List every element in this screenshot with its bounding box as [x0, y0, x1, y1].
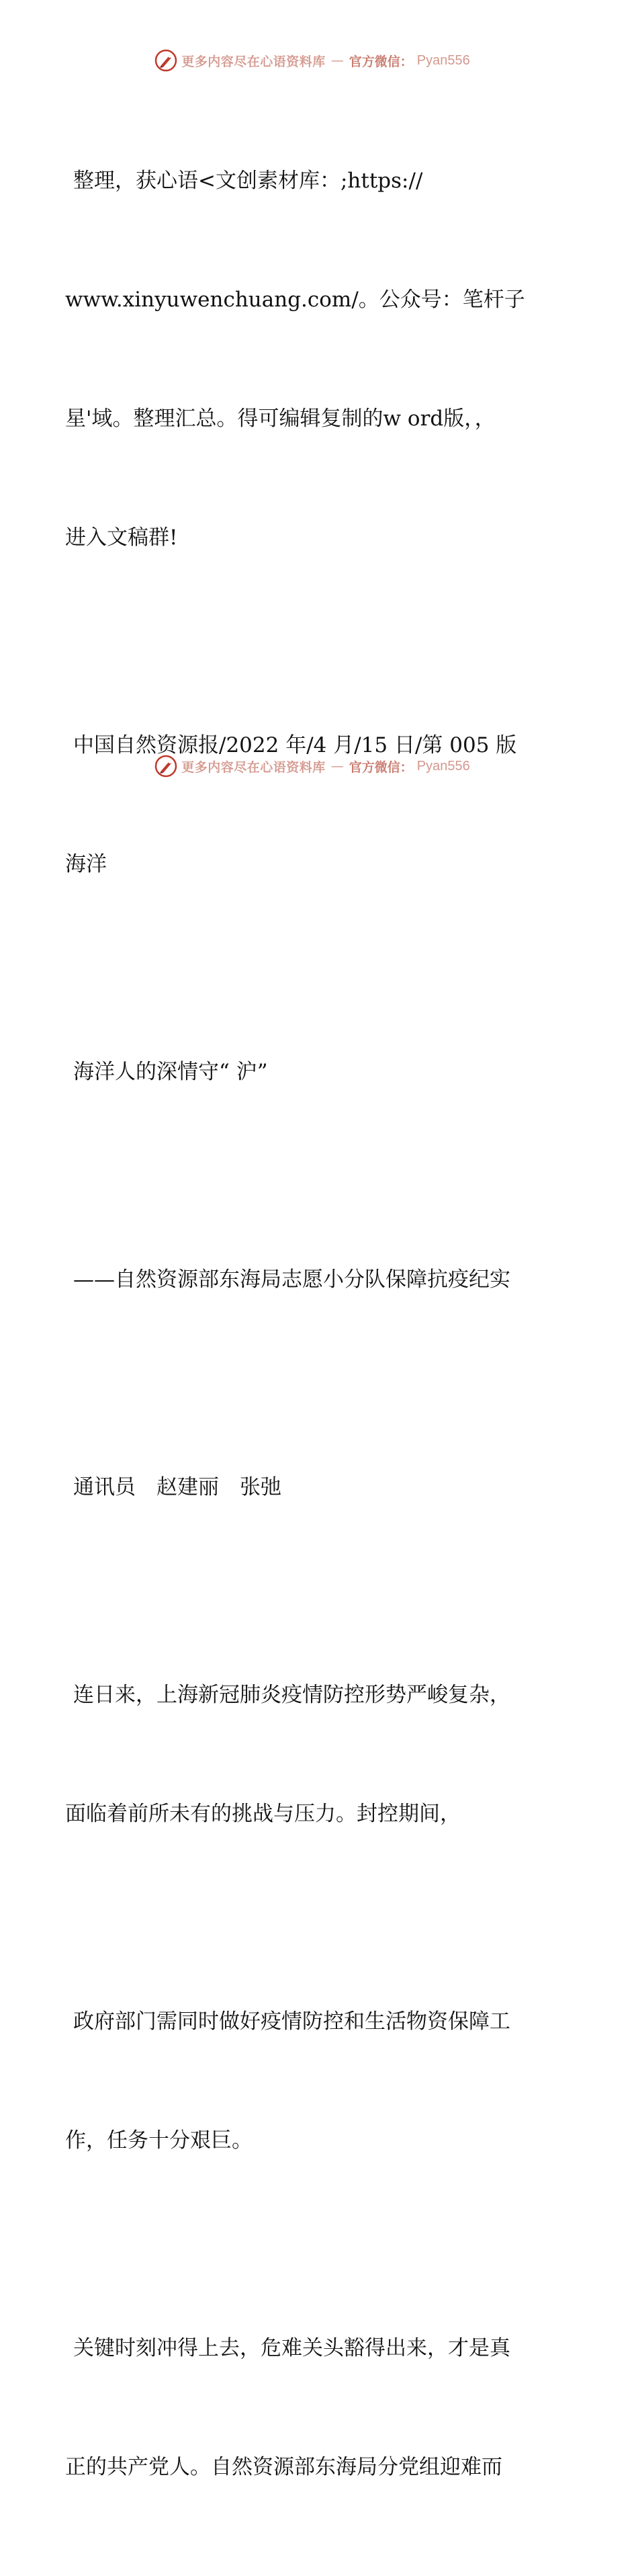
- banner-content[interactable]: [154, 49, 470, 72]
- paragraph-headline: [65, 973, 576, 1171]
- paragraph-source-note: [65, 82, 576, 637]
- banner-content[interactable]: [154, 755, 470, 778]
- text-line: 作，任务十分艰巨。: [65, 2128, 253, 2153]
- quill-logo-icon: [154, 755, 177, 778]
- text-line: 正的共产党人。自然资源部东海局分党组迎难而: [65, 2455, 502, 2479]
- banner-wechat-label: 官方微信：: [349, 54, 413, 69]
- banner-separator: —: [330, 53, 344, 68]
- paragraph-subheadline: [65, 1181, 576, 1379]
- text-line: 政府部门需同时做好疫情防控和生活物资保障工: [73, 2009, 510, 2034]
- paragraph-body-3: [65, 2249, 576, 2567]
- article-subheadline: ——自然资源部东海局志愿小分队保障抗疫纪实: [73, 1268, 510, 1292]
- text-line: 面临着前所未有的挑战与压力。封控期间，: [65, 1802, 461, 1826]
- paragraph-publication: [65, 647, 576, 964]
- text-line: 进入文稿群!: [65, 526, 178, 550]
- text-line: 整理，获心语<文创素材库：;https://: [73, 169, 423, 193]
- banner-title: 更多内容尽在心语资料库: [181, 54, 326, 69]
- text-line: 星'域。整理汇总。得可编辑复制的w ord版，，: [65, 407, 496, 431]
- banner-title: 更多内容尽在心语资料库: [181, 759, 326, 775]
- footer-banner: [0, 753, 638, 780]
- banner-wechat-id: Pyan556: [416, 758, 470, 774]
- article-headline: 海洋人的深情守“ 沪”: [73, 1060, 268, 1084]
- text-line: www.xinyuwenchuang.com/。公众号：笔杆子: [65, 288, 525, 312]
- text-line: 中国自然资源报/2022 年/4 月/15 日/第 005 版: [73, 733, 517, 757]
- text-line: 关键时刻冲得上去，危难关头豁得出来，才是真: [73, 2336, 510, 2360]
- text-line: 海洋: [65, 852, 107, 876]
- document-body: [65, 82, 576, 2576]
- paragraph-body-1: [65, 1596, 576, 1913]
- article-byline: 通讯员 赵建丽 张弛: [73, 1475, 281, 1499]
- banner-separator: —: [330, 759, 344, 774]
- banner-wechat-label: 官方微信：: [349, 759, 413, 775]
- paragraph-byline: [65, 1388, 576, 1587]
- header-banner: [0, 47, 638, 74]
- banner-wechat-id: Pyan556: [416, 52, 470, 68]
- text-line: 连日来，上海新冠肺炎疫情防控形势严峻复杂，: [73, 1683, 510, 1707]
- quill-logo-icon: [154, 49, 177, 72]
- paragraph-body-2: [65, 1923, 576, 2240]
